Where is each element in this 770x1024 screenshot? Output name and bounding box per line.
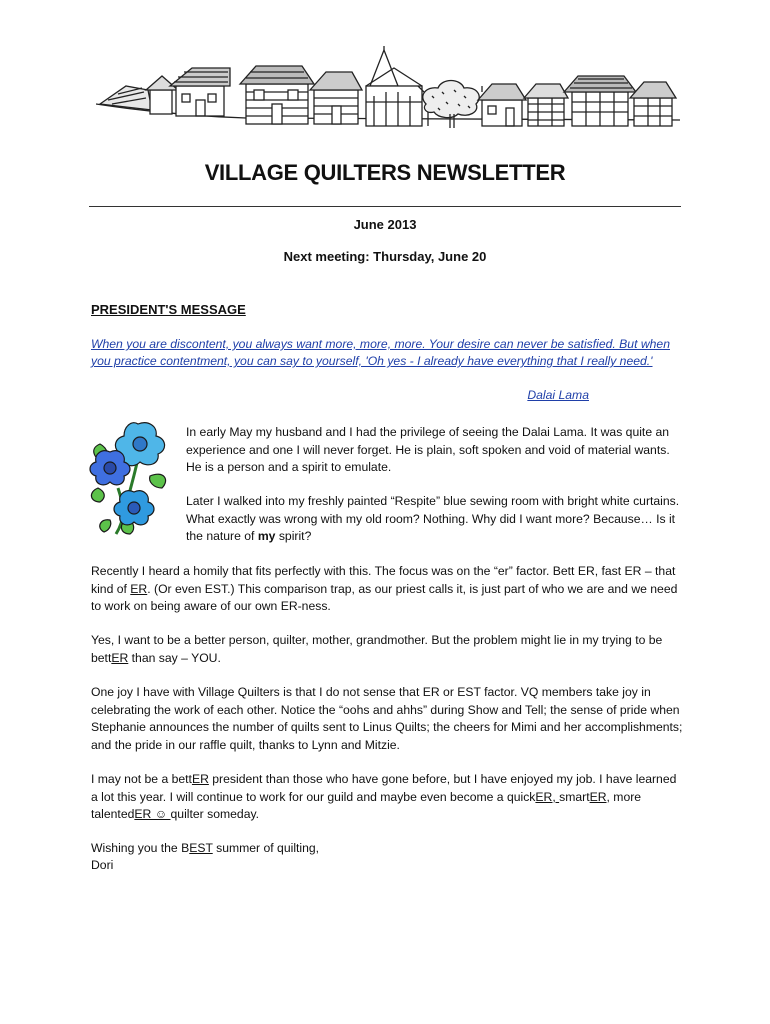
underlined-er-smiley: ER ☺	[134, 807, 171, 821]
issue-date: June 2013	[353, 217, 417, 232]
paragraph-text: Later I walked into my freshly painted “Respite” blue sewing room with bright white curtains. What exactly was wrong with my old room? Nothing. Why did I want more? Because… Is it the nature of	[186, 494, 680, 543]
paragraph-text: than say – YOU.	[128, 650, 221, 665]
paragraph-better-person	[91, 632, 683, 667]
next-meeting: Next meeting: Thursday, June 20	[283, 249, 487, 264]
quote-attribution: Dalai Lama	[527, 388, 589, 402]
paragraph-text: smart	[559, 789, 590, 804]
section-heading: PRESIDENT'S MESSAGE	[91, 302, 246, 317]
paragraph-dalai-lama: In early May my husband and I had the privilege of seeing the Dalai Lama. It was quite an experience and one I will never forget. He is plain, soft spoken and void of material wants. He is a person and a spirit to emulate.	[186, 425, 670, 474]
underlined-er: ER	[191, 772, 209, 786]
paragraph-text: , more talented	[91, 789, 642, 821]
paragraph-text: president than those who have gone before, but I have enjoyed my job. I have learned a lot this year. I will continue to work for our guild and maybe even become a quick	[91, 772, 677, 804]
underlined-er: ER	[130, 581, 148, 596]
title-divider	[89, 206, 681, 207]
paragraph-text: . (Or even EST.) This comparison trap, as our priest calls it, is just part of who we are and we need to work on being aware of our own ER-ness.	[91, 581, 678, 613]
underlined-er: ER	[111, 650, 129, 665]
paragraph-homily	[91, 563, 683, 616]
closing-line	[91, 840, 683, 858]
paragraph-text: spirit?	[275, 529, 312, 543]
paragraph-text: Recently I heard a homily that fits perfectly with this. The focus was on the “er” factor. Bett ER, fast ER – that kind of	[91, 564, 676, 596]
underlined-er: ER	[589, 789, 607, 804]
emphasis-my: my	[257, 529, 276, 543]
blue-flower-clipart	[88, 418, 174, 540]
newsletter-title: VILLAGE QUILTERS NEWSLETTER	[204, 160, 566, 185]
paragraph-text: I may not be a bett	[91, 772, 192, 786]
underlined-er: ER,	[535, 789, 560, 804]
village-banner-illustration	[96, 46, 680, 132]
signature: Dori	[91, 858, 114, 872]
underlined-est: EST	[189, 841, 213, 855]
paragraph-text: quilter someday.	[170, 807, 260, 821]
quote-text: When you are discontent, you always want more, more, more. Your desire can never be satisfied. But when you practice contentment, you can say to yourself, 'Oh yes - I already have everything that I really need.'	[91, 337, 670, 368]
paragraph-text: Yes, I want to be a better person, quilter, mother, grandmother. But the problem might lie in my trying to be bett	[91, 633, 663, 665]
paragraph-text: Wishing you the B	[91, 841, 190, 855]
paragraph-sewing-room	[186, 493, 681, 546]
paragraph-president	[91, 771, 683, 824]
paragraph-joy: One joy I have with Village Quilters is that I do not sense that ER or EST factor. VQ members take joy in celebrating the work of each other. Notice the “oohs and ahhs” during Show and Tell; the sense of pride when Stephanie announces the number of quilts sent to Linus Quilts; the cheers for Mimi and her accomplishments; and the pride in our raffle quilt, thanks to Lynn and Mitzie.	[91, 685, 683, 752]
paragraph-text: summer of quilting,	[212, 841, 320, 855]
